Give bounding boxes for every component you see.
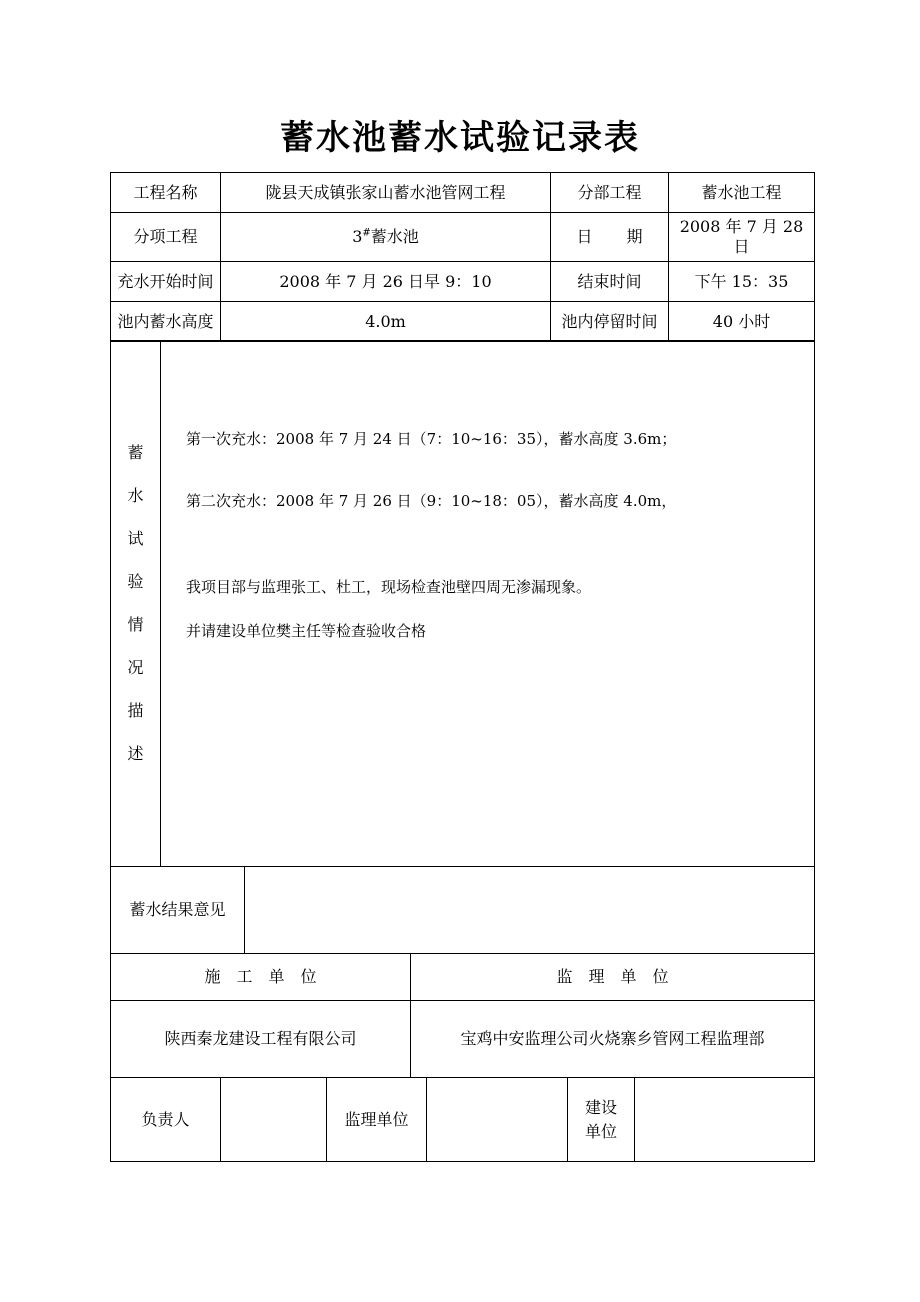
description-line-2: 第二次充水：2008 年 7 月 26 日（9：10~18：05），蓄水高度 4.0m， xyxy=(186,492,677,510)
description-line-1: 第一次充水：2008 年 7 月 24 日（7：10~16：35），蓄水高度 3.6m； xyxy=(186,430,677,448)
responsible-signature xyxy=(221,1078,327,1162)
water-height-value: 4.0m xyxy=(221,302,551,342)
subitem-text: 蓄水池 xyxy=(370,227,419,246)
subitem-mark: # xyxy=(362,227,371,239)
date-label-char-2: 期 xyxy=(626,227,643,246)
side-label-char: 试 xyxy=(127,529,144,548)
fill-end-label: 结束时间 xyxy=(551,262,669,302)
builder-label-line-1: 建设 xyxy=(584,1097,617,1117)
supervision-sign-label: 监理单位 xyxy=(327,1078,427,1162)
signatures-table xyxy=(110,1077,815,1162)
date-value xyxy=(669,213,815,262)
side-label-char: 蓄 xyxy=(127,443,144,462)
description-line-4: 并请建设单位樊主任等检查验收合格 xyxy=(186,622,427,640)
info-table xyxy=(110,172,815,342)
supervision-unit-value: 宝鸡中安监理公司火烧寨乡管网工程监理部 xyxy=(411,1001,815,1078)
subitem-value xyxy=(221,213,551,262)
date-label-char-1: 日 xyxy=(576,227,593,246)
builder-label-line-2: 单位 xyxy=(584,1121,617,1141)
side-label-char: 况 xyxy=(127,658,144,677)
units-table xyxy=(110,953,815,1078)
builder-label xyxy=(568,1078,635,1162)
page-title: 蓄水池蓄水试验记录表 xyxy=(280,118,640,158)
part-project-label: 分部工程 xyxy=(551,173,669,213)
construction-unit-label: 施 工 单 位 xyxy=(111,954,411,1001)
side-label-char: 水 xyxy=(127,486,144,505)
supervision-unit-label: 监 理 单 位 xyxy=(411,954,815,1001)
description-table xyxy=(110,340,815,867)
date-label xyxy=(551,213,669,262)
construction-unit-value: 陕西秦龙建设工程有限公司 xyxy=(111,1001,411,1078)
result-table xyxy=(110,866,815,954)
stay-time-value: 40 小时 xyxy=(669,302,815,342)
description-line-3: 我项目部与监理张工、杜工，现场检查池壁四周无渗漏现象。 xyxy=(186,578,592,596)
fill-start-value: 2008 年 7 月 26 日早 9：10 xyxy=(221,262,551,302)
result-label: 蓄水结果意见 xyxy=(111,867,245,954)
project-name-label: 工程名称 xyxy=(111,173,221,213)
side-label-char: 情 xyxy=(127,615,144,634)
fill-end-value: 下午 15：35 xyxy=(669,262,815,302)
supervision-signature xyxy=(427,1078,568,1162)
builder-signature xyxy=(635,1078,815,1162)
description-content xyxy=(161,341,815,867)
part-project-value: 蓄水池工程 xyxy=(669,173,815,213)
subitem-number: 3 xyxy=(352,227,363,246)
side-label-char: 述 xyxy=(127,744,144,763)
side-label-char: 描 xyxy=(127,701,144,720)
fill-start-label: 充水开始时间 xyxy=(111,262,221,302)
water-height-label: 池内蓄水高度 xyxy=(111,302,221,342)
side-label-char: 验 xyxy=(127,572,144,591)
stay-time-label: 池内停留时间 xyxy=(551,302,669,342)
date-value-line-2: 日 xyxy=(733,237,750,256)
responsible-label: 负责人 xyxy=(111,1078,221,1162)
subitem-label: 分项工程 xyxy=(111,213,221,262)
date-value-line-1: 2008 年 7 月 28 xyxy=(679,217,804,236)
project-name-value: 陇县天成镇张家山蓄水池管网工程 xyxy=(221,173,551,213)
result-value xyxy=(245,867,815,954)
description-side-label xyxy=(111,341,161,867)
